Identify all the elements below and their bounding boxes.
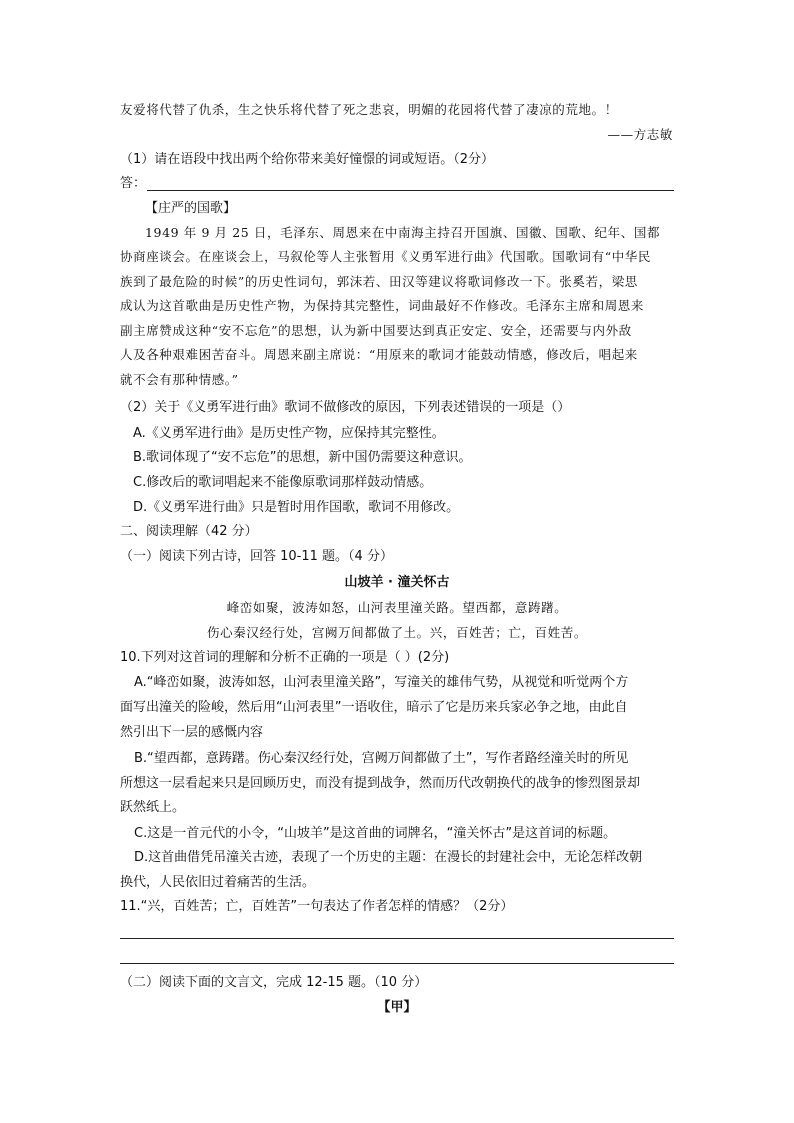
- passage-heading: 【甲】: [377, 1000, 417, 1015]
- q10-line: C.这是一首元代的小令，“山坡羊”是这首曲的词牌名，“潼关怀古”是这首词的标题。: [134, 826, 617, 841]
- poem-line: 伤心秦汉经行处，宫阙万间都做了土。兴，百姓苦；亡，百姓苦。: [207, 625, 587, 640]
- anthem-line: 协商座谈会。在座谈会上，马叙伦等人主张暂用《义勇军进行曲》代国歌。国歌词有“中华民: [120, 249, 651, 264]
- option-c: C.修改后的歌词唱起来不能像原歌词那样鼓动情感。: [133, 475, 433, 490]
- section-title: 二、阅读理解（42 分）: [120, 524, 258, 539]
- answer-line[interactable]: [147, 190, 674, 191]
- q10-line: B.“望西都，意踌躇。伤心秦汉经行处，宫阙万间都做了土”，写作者路经潼关时的所见: [134, 751, 629, 766]
- option-a: A.《义勇军进行曲》是历史性产物，应保持其完整性。: [133, 426, 445, 441]
- anthem-line: 就不会有那种情感。”: [120, 372, 239, 387]
- option-b: B.歌词体现了“安不忘危”的思想，新中国仍需要这种意识。: [133, 450, 472, 465]
- anthem-line: 成认为这首歌曲是历史性产物，为保持其完整性，词曲最好不作修改。毛泽东主席和周恩来: [120, 298, 645, 313]
- question-1: （1）请在语段中找出两个给你带来美好憧憬的词或短语。（2分）: [120, 152, 495, 167]
- anthem-line: 人及各种艰难困苦奋斗。周恩来副主席说：“用原来的歌词才能鼓动情感，修改后，唱起来: [120, 347, 638, 362]
- answer-label: 答：: [120, 176, 147, 191]
- q10-line: 所想这一层看起来只是回顾历史，而没有提到战争，然而历代改朝换代的战争的惨烈图景却: [120, 776, 641, 791]
- q10-line: 换代，人民依旧过着痛苦的生活。: [120, 875, 316, 890]
- anthem-heading: 【庄严的国歌】: [145, 201, 237, 216]
- question-2: （2）关于《义勇军进行曲》歌词不做修改的原因，下列表述错误的一项是（）: [120, 400, 571, 415]
- question-11: 11.“兴，百姓苦；亡，百姓苦”一句表达了作者怎样的情感？（2分）: [120, 899, 514, 914]
- anthem-line: 族到了最危险的时候”的历史性词句，郭沫若、田汉等建议将歌词修改一下。张奚若，梁思: [120, 274, 638, 289]
- subsection-title: （二）阅读下面的文言文，完成 12-15 题。（10 分）: [120, 975, 428, 990]
- answer-line[interactable]: [120, 938, 674, 939]
- answer-line[interactable]: [120, 963, 674, 964]
- q10-line: 面写出潼关的险峻，然后用“山河表里”一语收住，暗示了它是历来兵家必争之地，由此自: [120, 700, 628, 715]
- quote-author: ——方志敏: [607, 127, 673, 142]
- q10-line: 跃然纸上。: [120, 800, 186, 815]
- quote-line: 友爱将代替了仇杀，生之快乐将代替了死之悲哀，明媚的花园将代替了凄凉的荒地。！: [120, 102, 618, 117]
- poem-title: 山坡羊 · 潼关怀古: [344, 575, 450, 590]
- q10-line: D.这首曲借凭吊潼关古迹，表现了一个历史的主题：在漫长的封建社会中，无论怎样改朝: [134, 850, 643, 865]
- q10-line: A.“峰峦如聚，波涛如怒，山河表里潼关路”，写潼关的雄伟气势，从视觉和听觉两个方: [134, 675, 629, 690]
- question-10: 10.下列对这首词的理解和分析不正确的一项是（ ）(2分): [120, 650, 450, 665]
- anthem-line: 副主席赞成这种“安不忘危”的思想，认为新中国要达到真正安定、安全，还需要与内外敌: [120, 323, 632, 338]
- q10-line: 然引出下一层的感慨内容: [120, 725, 264, 740]
- subsection-title: （一）阅读下列古诗，回答 10-11 题。（4 分）: [120, 549, 393, 564]
- option-d: D.《义勇军进行曲》只是暂时用作国歌，歌词不用修改。: [133, 500, 460, 515]
- poem-line: 峰峦如聚，波涛如怒，山河表里潼关路。望西都，意踌躇。: [226, 600, 568, 615]
- anthem-line: 1949 年 9 月 25 日，毛泽东、周恩来在中南海主持召开国旗、国徽、国歌、纪年、国都: [145, 225, 661, 240]
